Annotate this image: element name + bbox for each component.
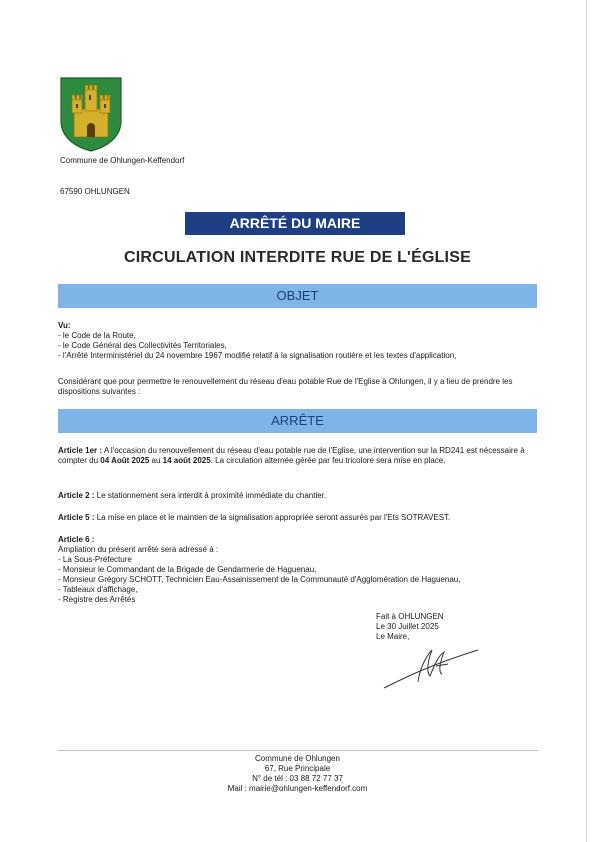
list-item: - La Sous-Préfecture <box>58 555 132 564</box>
article-6 <box>58 535 538 605</box>
article-5: Article 5 : La mise en place et le maintien de la signalisation appropriée seront assurés par l'Ets SOTRAVEST. <box>58 513 451 522</box>
date-from: 04 Août 2025 <box>100 456 150 465</box>
list-item: - le Code Général des Collectivités Territoriales, <box>58 341 227 350</box>
article-1: Article 1er : A l'occasion du renouvellement du réseau d'eau potable rue de l'Eglise, une intervention sur la RD241 est nécessaire à compter du 04 Août 2025 au 14 août 2025. La circulation alternée gérée par feu tricolore sera mise en place. <box>58 446 525 465</box>
signature-place: Fait à OHLUNGEN <box>376 612 444 621</box>
footer-line: Commune de Ohlungen <box>255 754 340 763</box>
recipients-list <box>58 555 538 605</box>
signature-role: Le Maire, <box>376 632 410 641</box>
scan-edge-line <box>586 0 587 842</box>
list-item: - Tableaux d'affichage, <box>58 585 138 594</box>
footer-phone: N° de tél : 03 88 72 77 37 <box>252 774 343 783</box>
footer <box>0 754 595 794</box>
article-label: Article 5 : <box>58 513 95 522</box>
list-item: - le Code de la Route, <box>58 331 136 340</box>
ampliation-intro: Ampliation du présent arrêté sera adressé à : <box>58 545 219 554</box>
list-item: - Registre des Arrêtés <box>58 595 136 604</box>
date-to: 14 août 2025 <box>162 456 211 465</box>
considerant-paragraph: Considérant que pour permettre le renouvellement du réseau d'eau potable Rue de l'Eglise à Ohlungen, il y a lieu de prendre les dispositions suivantes : <box>58 377 513 396</box>
article-label: Article 1er : <box>58 446 103 455</box>
article-2: Article 2 : Le stationnement sera interdit à proximité immédiate du chantier. <box>58 491 327 500</box>
vu-label: Vu: <box>58 321 71 330</box>
article-label: Article 2 : <box>58 491 95 500</box>
handwritten-signature <box>378 636 488 699</box>
section-header-arrete: ARRÊTE <box>58 409 537 433</box>
title-box: ARRÊTÉ DU MAIRE <box>185 212 405 235</box>
signature-date: Le 30 Juillet 2025 <box>376 622 439 631</box>
list-item: - Monsieur le Commandant de la Brigade de Gendarmerie de Haguenau, <box>58 565 317 574</box>
list-item: - l'Arrêté Interministériel du 24 novembre 1967 modifié relatif à la signalisation routière et les textes d'application, <box>58 351 457 360</box>
footer-line: 67, Rue Principale <box>264 764 331 773</box>
commune-name: Commune de Ohlungen-Keffendorf <box>60 156 185 165</box>
page-title: CIRCULATION INTERDITE RUE DE L'ÉGLISE <box>124 249 471 266</box>
postal-address: 67590 OHLUNGEN <box>60 187 130 196</box>
vu-list <box>58 331 538 361</box>
footer-email: Mail : mairie@ohlungen-keffendorf.com <box>227 784 368 793</box>
footer-divider <box>58 750 538 751</box>
vu-block <box>58 321 538 361</box>
section-header-objet: OBJET <box>58 284 537 308</box>
article-label: Article 6 : <box>58 535 95 544</box>
list-item: - Monsieur Grégory SCHOTT, Technicien Eau-Assainissement de la Communauté d'Agglomération de Haguenau, <box>58 575 461 584</box>
coat-of-arms-logo <box>60 77 122 152</box>
